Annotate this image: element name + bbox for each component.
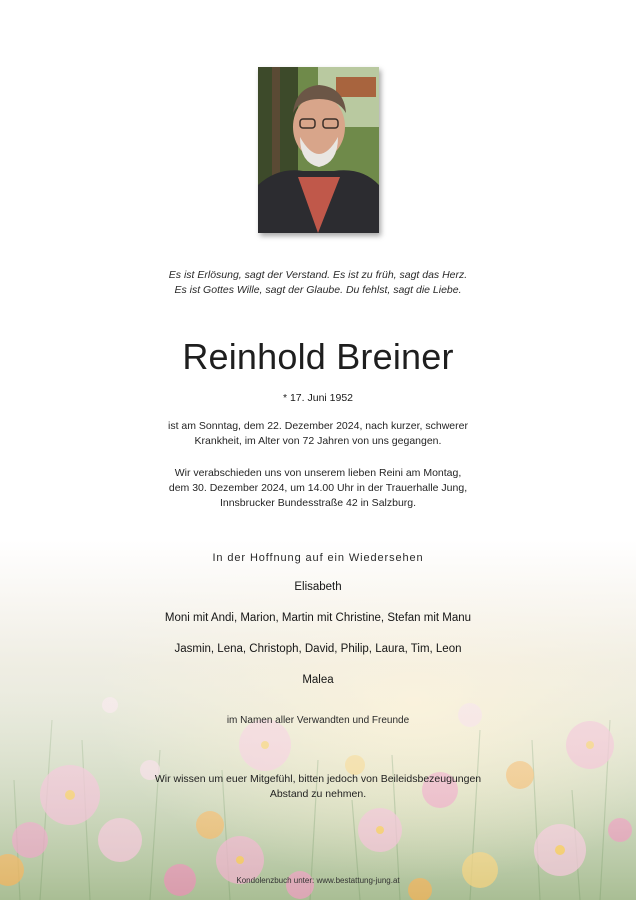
mourner-row: Jasmin, Lena, Christoph, David, Philip, Laura, Tim, Leon [174, 643, 462, 655]
death-notice-line: Krankheit, im Alter von 72 Jahren von uns gegangen. [194, 435, 442, 447]
mourner-row: Moni mit Andi, Marion, Martin mit Christine, Stefan mit Manu [164, 612, 472, 624]
condolence-book-link[interactable]: Kondolenzbuch unter: www.bestattung-jung.at [236, 876, 400, 885]
condolence-note [0, 772, 636, 802]
quote-line: Es ist Erlösung, sagt der Verstand. Es ist zu früh, sagt das Herz. [168, 269, 468, 281]
death-notice-line: ist am Sonntag, dem 22. Dezember 2024, nach kurzer, schwerer [168, 420, 468, 432]
funeral-line: Wir verabschieden uns von unserem lieben Reini am Montag, [174, 467, 462, 479]
funeral-line: Innsbrucker Bundesstraße 42 in Salzburg. [219, 497, 417, 509]
hope-heading: In der Hoffnung auf ein Wiedersehen [212, 552, 424, 564]
funeral-details [0, 466, 636, 511]
death-notice [0, 419, 636, 449]
quote-line: Es ist Gottes Wille, sagt der Glaube. Du fehlst, sagt die Liebe. [174, 284, 462, 296]
relatives-note: im Namen aller Verwandten und Freunde [226, 715, 410, 726]
mourner-row: Elisabeth [294, 581, 342, 593]
condolence-line: Abstand zu nehmen. [269, 788, 367, 800]
deceased-name: Reinhold Breiner [182, 336, 454, 377]
mourner-row: Malea [302, 674, 334, 686]
memorial-quote [0, 268, 636, 298]
portrait-photo [258, 67, 379, 233]
condolence-line: Wir wissen um euer Mitgefühl, bitten jedoch von Beileidsbezeugungen [154, 773, 482, 785]
birth-date: * 17. Juni 1952 [282, 392, 354, 404]
funeral-line: dem 30. Dezember 2024, um 14.00 Uhr in der Trauerhalle Jung, [168, 482, 468, 494]
